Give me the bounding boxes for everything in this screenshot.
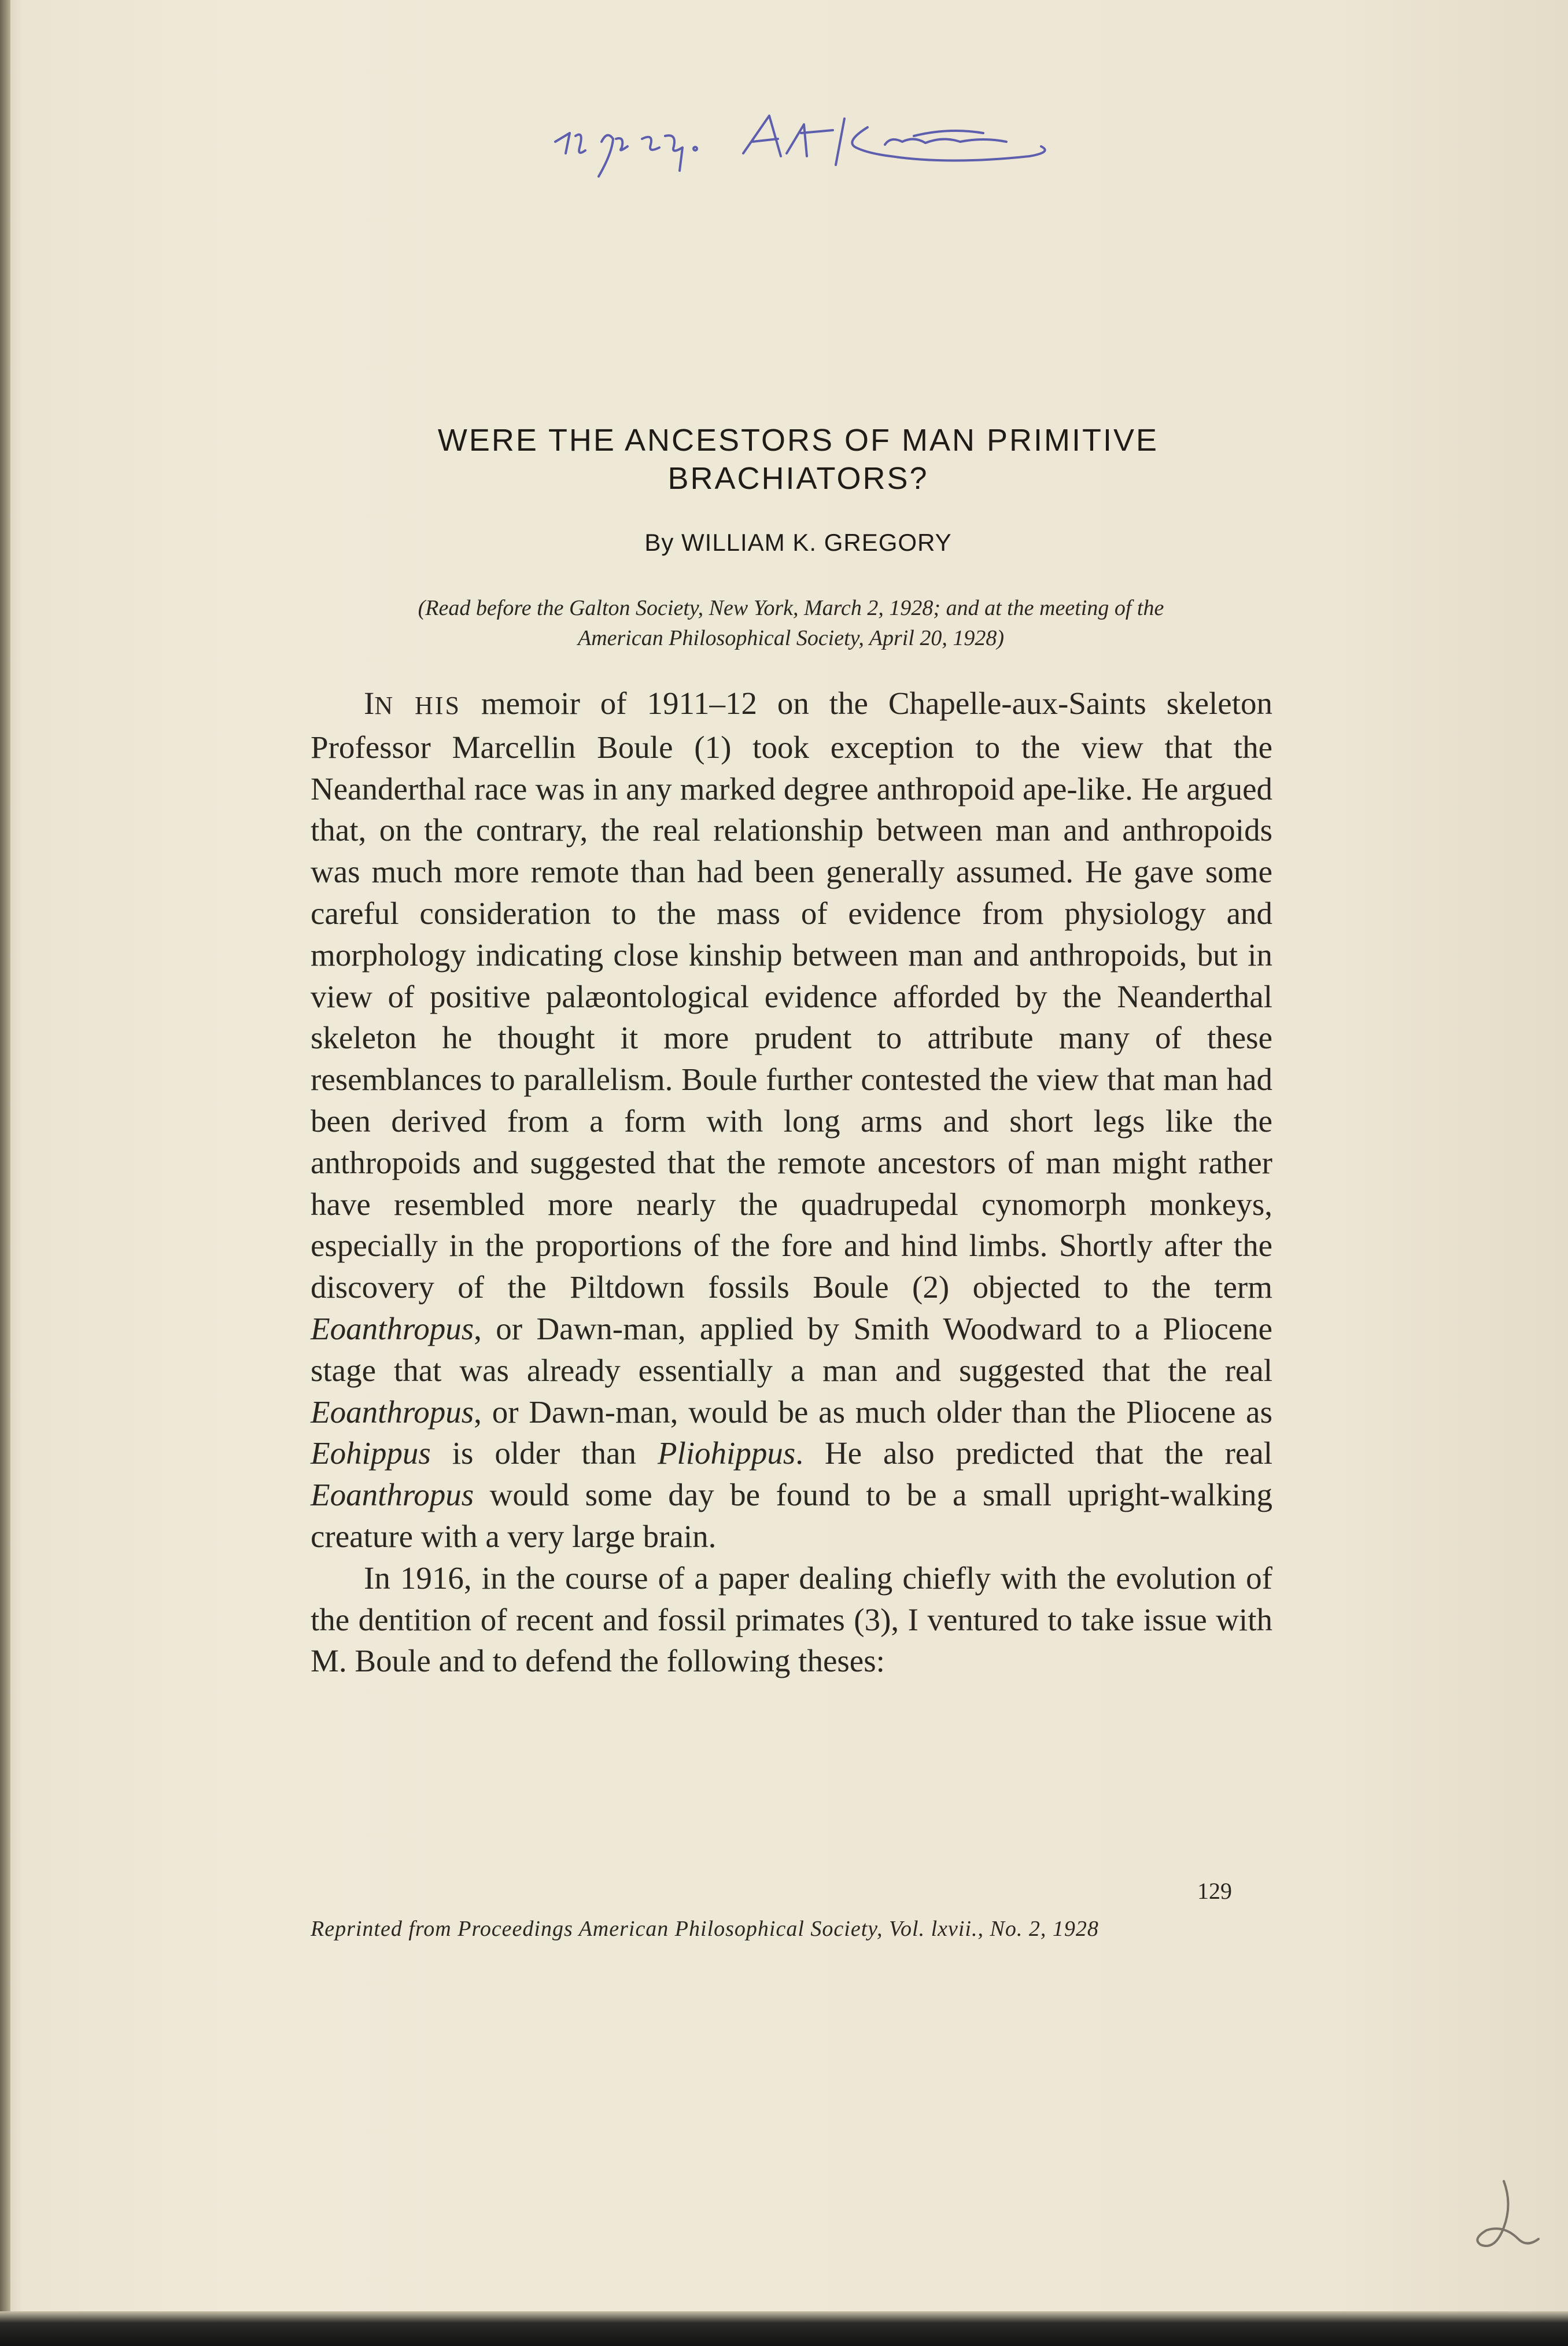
article-title-line-1: WERE THE ANCESTORS OF MAN PRIMITIVE	[437, 423, 1159, 458]
page-number: 129	[1197, 1878, 1232, 1904]
article-title	[312, 421, 1284, 498]
paragraph-1-opening-letter-2: N	[374, 691, 395, 720]
article-body	[311, 683, 1272, 1682]
article-title-line-2: BRACHIATORS?	[667, 461, 929, 496]
paragraph-2: In 1916, in the course of a paper dealing chiefly with the evolution of the dentition of recent and fossil primates (3), I ventured to take issue with M. Boule and to defend the following theses:	[311, 1560, 1272, 1679]
paragraph-1-text-f: would some day be found to be a small upright-walking creature with a very large brain.	[311, 1477, 1272, 1554]
paragraph-1-text-c: , or Dawn-man, would be as much older than the Pliocene as	[474, 1394, 1272, 1430]
scan-bottom-edge	[0, 2311, 1568, 2346]
paragraph-1-smallcaps-word: HIS	[415, 691, 461, 720]
paragraph-1-italic-4: Pliohippus	[657, 1435, 796, 1471]
presentation-note-line-2: American Philosophical Society, April 20, 1928)	[577, 626, 1005, 650]
article-byline: By WILLIAM K. GREGORY	[644, 529, 952, 556]
paragraph-1-text-a: memoir of 1911–12 on the Chapelle-aux-Saints skeleton Professor Marcellin Boule (1) took exception to the view that the Neanderthal race was in any marked degree anthropoid ape-like. He argued that, on the contrary, the real relationship between man and anthropoids was much more remote than had been generally assumed. He gave some careful consideration to the mass of evidence from physiology and morphology indicating close kinship between man and anthropoids, but in view of positive palæontological evidence afforded by the Neanderthal skeleton he thought it more prudent to attribute many of these resemblances to parallelism. Boule further contested the view that man had been derived from a form with long arms and short legs like the anthropoids and suggested that the remote ancestors of man might rather have resembled more nearly the quadrupedal cynomorph monkeys, especially in the proportions of the fore and hind limbs. Shortly after the discovery of the Piltdown fossils Boule (2) objected to the term	[311, 686, 1272, 1305]
corner-pencil-mark	[1463, 2170, 1544, 2268]
reprint-footer: Reprinted from Proceedings American Philosophical Society, Vol. lxvii., No. 2, 1928	[311, 1917, 1099, 1941]
presentation-note	[309, 593, 1272, 653]
paragraph-1-italic-1: Eoanthropus	[311, 1310, 474, 1346]
paragraph-1	[311, 683, 1272, 1557]
paragraph-1-italic-5: Eoanthropus	[311, 1477, 474, 1513]
paragraph-1-italic-3: Eohippus	[311, 1435, 431, 1471]
handwritten-signature	[544, 101, 1087, 188]
paragraph-1-text-d: is older than	[430, 1435, 658, 1471]
presentation-note-line-1: (Read before the Galton Society, New York, March 2, 1928; and at the meeting of the	[418, 596, 1164, 620]
page-binding-edge	[0, 0, 10, 2346]
paragraph-1-opening-letter: I	[364, 686, 375, 721]
paragraph-1-italic-2: Eoanthropus	[311, 1394, 474, 1430]
paragraph-1-text-b: , or Dawn-man, applied by Smith Woodward to a Pliocene stage that was already essentially a man and suggested that the real	[311, 1310, 1272, 1388]
paragraph-1-text-e: . He also predicted that the real	[795, 1435, 1272, 1471]
